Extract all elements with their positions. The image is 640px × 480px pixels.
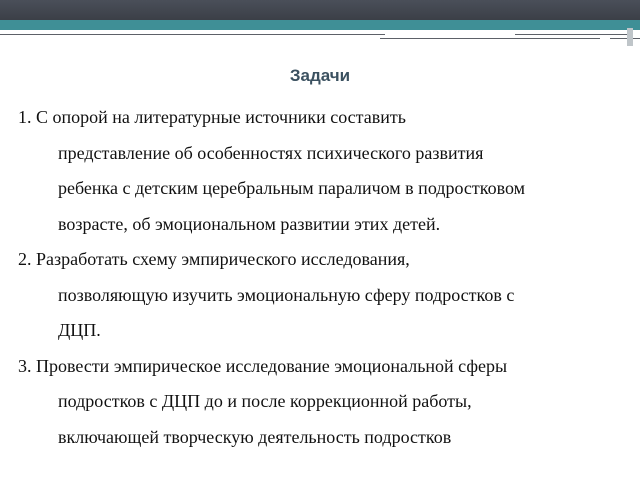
header-rule-line: [515, 34, 627, 35]
task-first-line: [18, 242, 410, 278]
task-text-line: ДЦП.: [58, 320, 101, 340]
task-first-line: [18, 100, 406, 136]
task-text-line: Разработать схему эмпирического исследования,: [36, 249, 410, 269]
task-text-line: представление об особенностях психического развития: [58, 142, 484, 163]
task-text-line: ребенка с детским церебральным параличом в подростковом: [58, 178, 526, 198]
header-rule-line: [380, 38, 600, 39]
header-edge-accent: [627, 28, 633, 46]
task-text-line: Провести эмпирическое исследование эмоциональной сферы: [36, 355, 508, 376]
task-first-line: [18, 349, 507, 385]
header-teal-band: [0, 20, 640, 30]
task-text-line: С опорой на литературные источники составить: [36, 107, 406, 127]
task-item: [18, 242, 628, 349]
task-list: [18, 100, 628, 455]
task-item: [18, 349, 628, 456]
header-rule-line: [610, 38, 640, 39]
task-text-line: позволяющую изучить эмоциональную сферу подростков с: [58, 284, 515, 305]
task-text-line: включающей творческую деятельность подростков: [58, 426, 452, 447]
task-number: 2.: [18, 249, 32, 269]
task-text-line: возрасте, об эмоциональном развитии этих детей.: [58, 213, 441, 234]
task-item: [18, 100, 628, 242]
slide-title: Задачи: [289, 66, 351, 85]
task-number: 3.: [18, 355, 32, 376]
task-number: 1.: [18, 107, 32, 127]
task-text-line: подростков с ДЦП до и после коррекционной работы,: [58, 391, 472, 411]
header-dark-bar: [0, 0, 640, 20]
header-rule-line: [0, 34, 385, 35]
